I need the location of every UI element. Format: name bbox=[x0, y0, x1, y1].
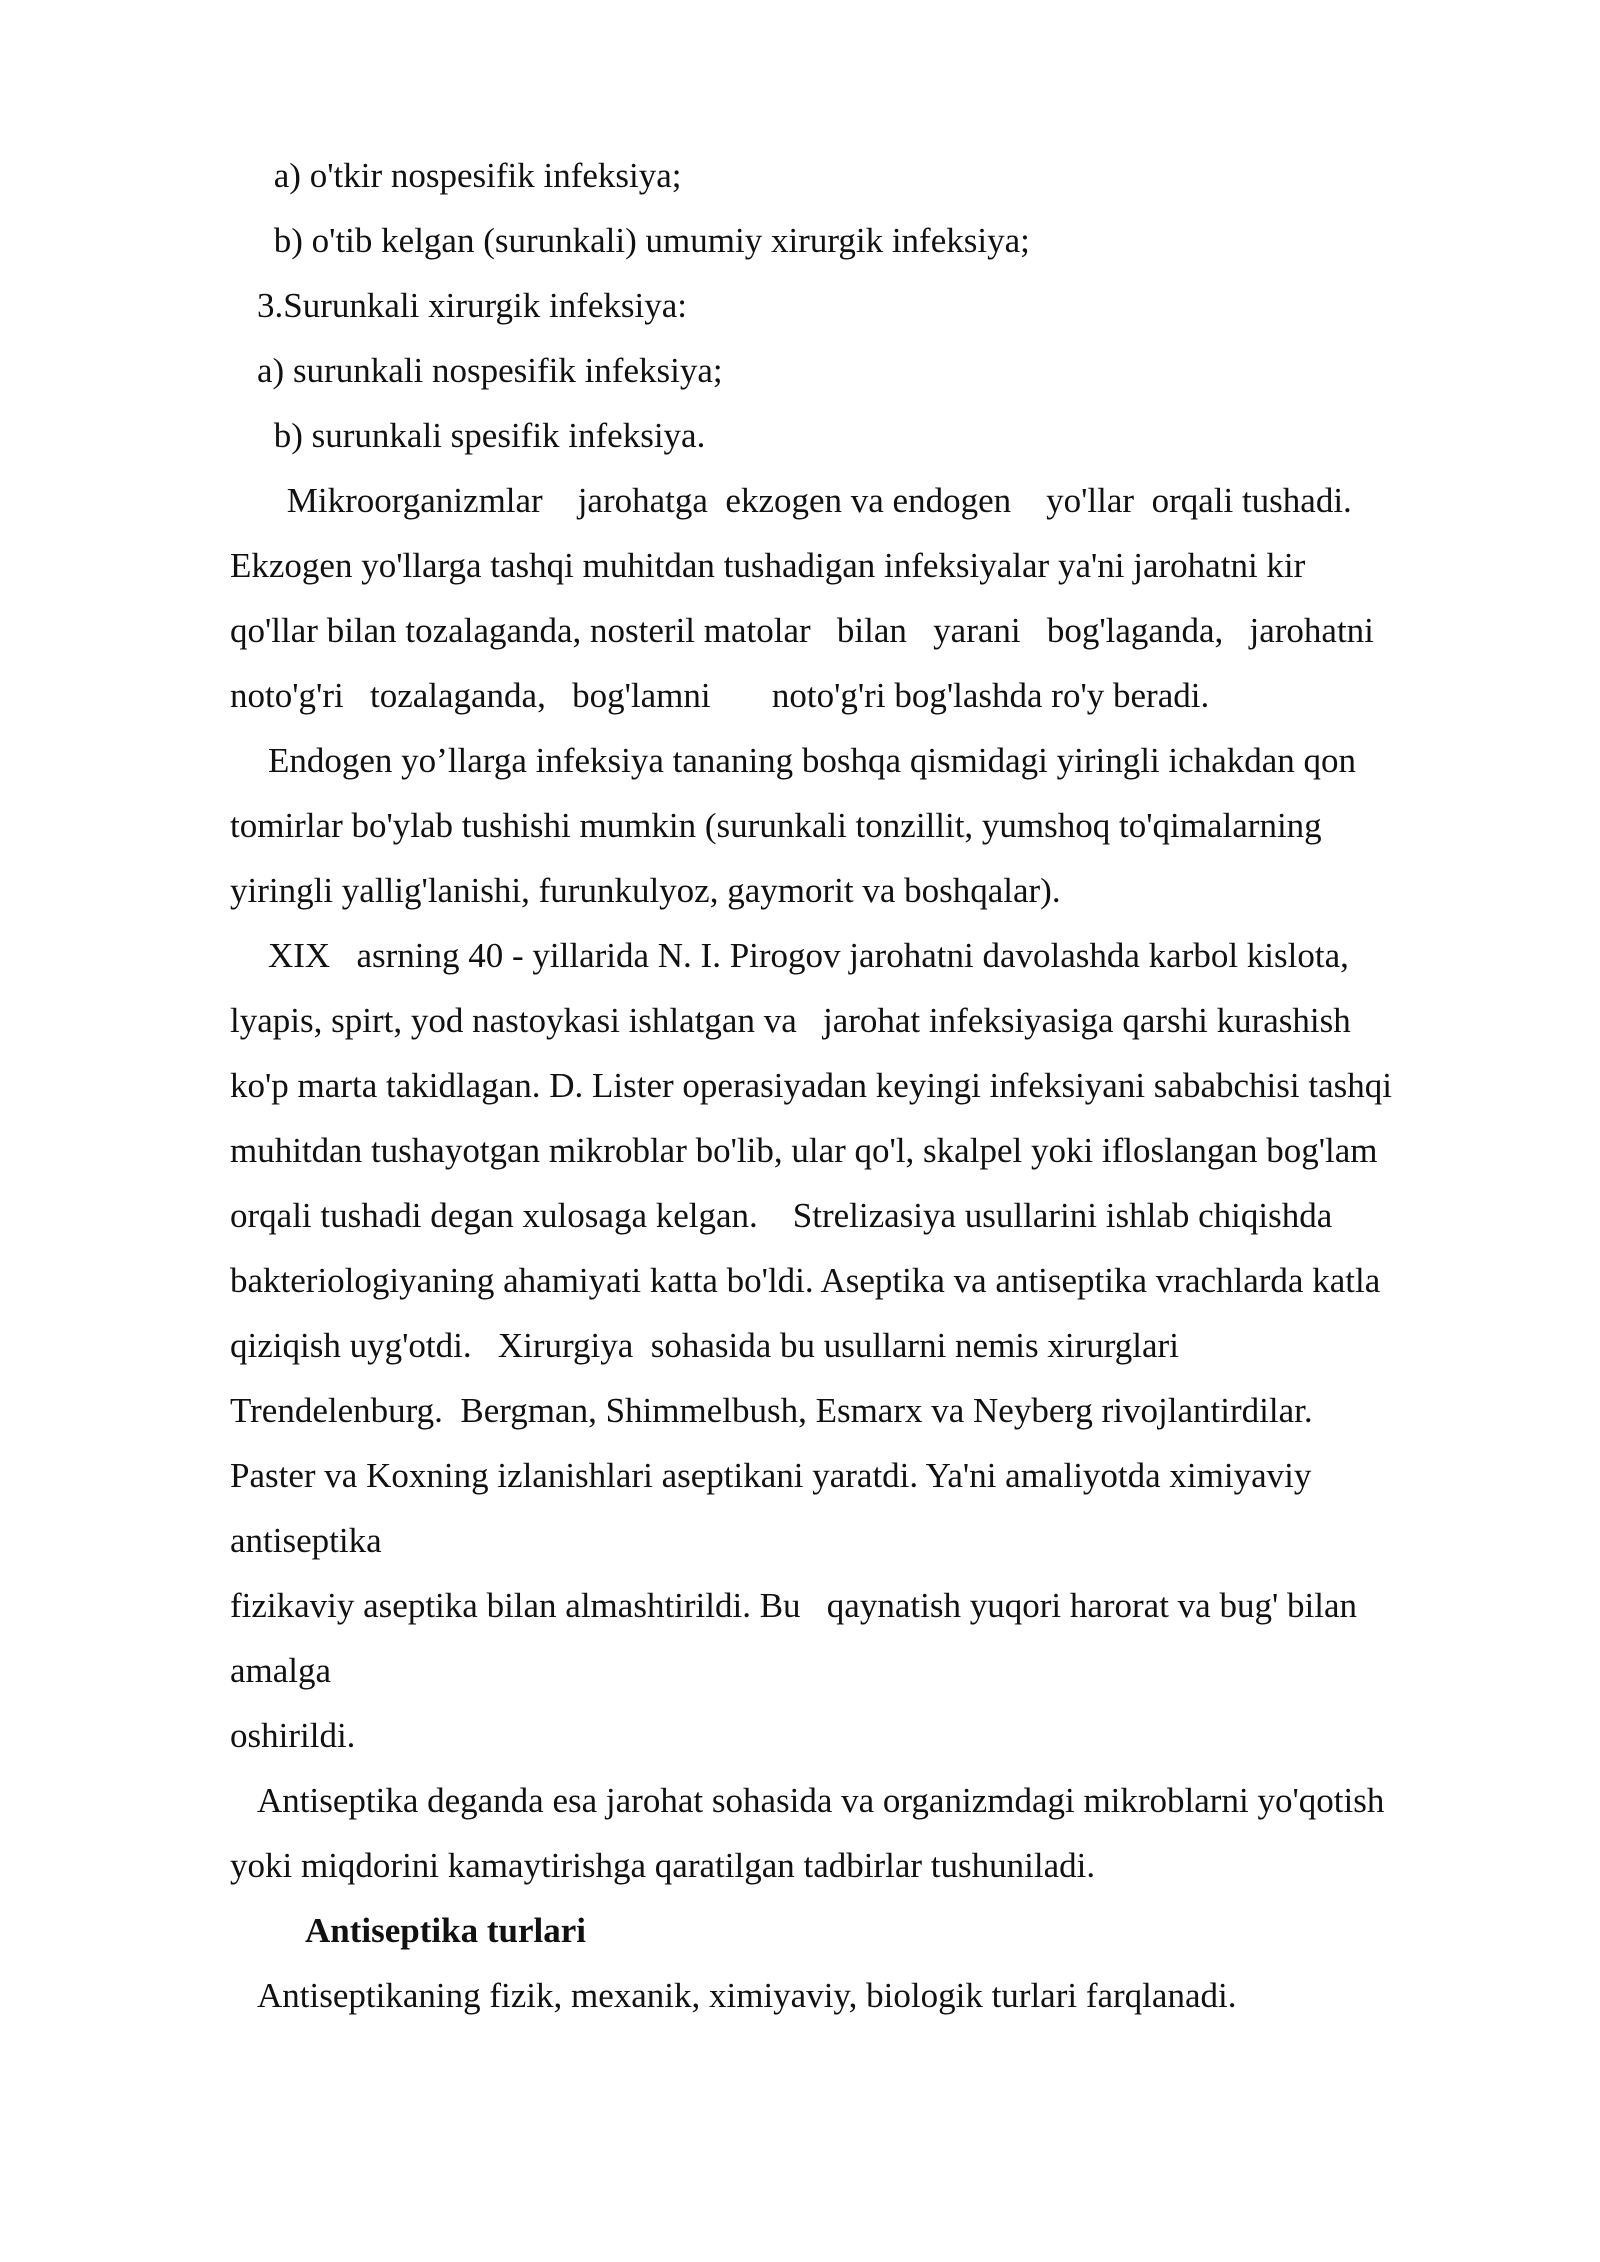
text-line: Mikroorganizmlar jarohatga ekzogen va endogen yo'llar orqali tushadi. bbox=[278, 481, 1352, 520]
text-line: fizikaviy aseptika bilan almashtirildi. Bu qaynatish yuqori harorat va bug' bilan bbox=[230, 1586, 1358, 1625]
text-line: a) o'tkir nospesifik infeksiya; bbox=[265, 156, 682, 195]
text-line: 3.Surunkali xirurgik infeksiya: bbox=[257, 286, 687, 325]
text-line: Antiseptika deganda esa jarohat sohasida va organizmdagi mikroblarni yo'qotish bbox=[257, 1781, 1385, 1820]
text-line: lyapis, spirt, yod nastoykasi ishlatgan va jarohat infeksiyasiga qarshi kurashish bbox=[230, 1001, 1351, 1040]
text-line: noto'g'ri tozalaganda, bog'lamni noto'g'ri bog'lashda ro'y beradi. bbox=[230, 676, 1210, 715]
section-heading: Antiseptika turlari bbox=[305, 1911, 586, 1950]
text-line: qiziqish uyg'otdi. Xirurgiya sohasida bu usullarni nemis xirurglari bbox=[230, 1326, 1179, 1365]
text-line: Trendelenburg. Bergman, Shimmelbush, Esmarx va Neyberg rivojlantirdilar. bbox=[230, 1391, 1313, 1430]
text-line: b) surunkali spesifik infeksiya. bbox=[265, 416, 706, 455]
text-line: orqali tushadi degan xulosaga kelgan. Strelizasiya usullarini ishlab chiqishda bbox=[230, 1196, 1333, 1235]
text-line: tomirlar bo'ylab tushishi mumkin (surunkali tonzillit, yumshoq to'qimalarning bbox=[230, 806, 1322, 845]
text-line: yoki miqdorini kamaytirishga qaratilgan tadbirlar tushuniladi. bbox=[230, 1846, 1096, 1885]
text-line: bakteriologiyaning ahamiyati katta bo'ldi. Aseptika va antiseptika vrachlarda katla bbox=[230, 1261, 1381, 1300]
text-line: Paster va Koxning izlanishlari aseptikani yaratdi. Ya'ni amaliyotda ximiyaviy bbox=[230, 1456, 1312, 1495]
text-line: oshirildi. bbox=[230, 1716, 356, 1755]
text-line: qo'llar bilan tozalaganda, nosteril matolar bilan yarani bog'laganda, jarohatni bbox=[230, 611, 1374, 650]
text-line: muhitdan tushayotgan mikroblar bo'lib, ular qo'l, skalpel yoki ifloslangan bog'lam bbox=[230, 1131, 1378, 1170]
text-line: Antiseptikaning fizik, mexanik, ximiyaviy, biologik turlari farqlanadi. bbox=[257, 1976, 1237, 2015]
text-line: a) surunkali nospesifik infeksiya; bbox=[257, 351, 723, 390]
text-line: Ekzogen yo'llarga tashqi muhitdan tushadigan infeksiyalar ya'ni jarohatni kir bbox=[230, 546, 1306, 585]
text-line: amalga bbox=[230, 1651, 332, 1690]
text-line: ko'p marta takidlagan. D. Lister operasiyadan keyingi infeksiyani sababchisi tashqi bbox=[230, 1066, 1392, 1105]
text-line: antiseptika bbox=[230, 1521, 382, 1560]
text-line: Endogen yo’llarga infeksiya tananing boshqa qismidagi yiringli ichakdan qon bbox=[268, 741, 1357, 780]
text-line: yiringli yallig'lanishi, furunkulyoz, gaymorit va boshqalar). bbox=[230, 871, 1061, 910]
text-line: b) o'tib kelgan (surunkali) umumiy xirurgik infeksiya; bbox=[265, 221, 1030, 260]
text-line: XIX asrning 40 - yillarida N. I. Pirogov jarohatni davolashda karbol kislota, bbox=[268, 936, 1349, 975]
